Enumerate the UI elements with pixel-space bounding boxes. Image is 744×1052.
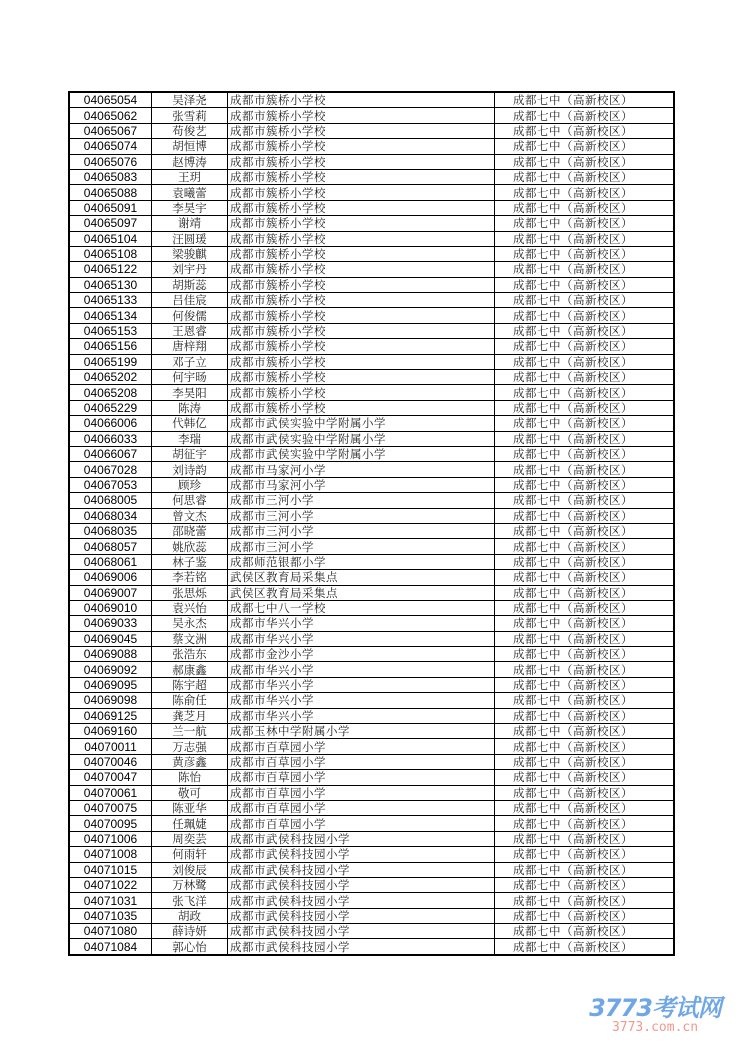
primary-school-cell: 成都市簇桥小学校 bbox=[228, 308, 495, 323]
student-id-cell: 04065208 bbox=[69, 385, 152, 400]
student-id-cell: 04069006 bbox=[69, 570, 152, 585]
student-id-cell: 04065054 bbox=[69, 92, 152, 108]
table-row bbox=[69, 585, 674, 600]
student-name-cell: 陈怡 bbox=[152, 770, 228, 785]
student-name-cell: 黄彦鑫 bbox=[152, 754, 228, 769]
student-id-cell: 04069125 bbox=[69, 708, 152, 723]
admitted-school-cell: 成都七中（高新校区） bbox=[495, 231, 675, 246]
student-id-cell: 04065130 bbox=[69, 277, 152, 292]
table-row bbox=[69, 939, 674, 955]
primary-school-cell: 成都市簇桥小学校 bbox=[228, 169, 495, 184]
primary-school-cell: 成都市华兴小学 bbox=[228, 662, 495, 677]
student-id-cell: 04065156 bbox=[69, 339, 152, 354]
table-row bbox=[69, 323, 674, 338]
admitted-school-cell: 成都七中（高新校区） bbox=[495, 277, 675, 292]
table-row bbox=[69, 431, 674, 446]
table-row bbox=[69, 554, 674, 569]
primary-school-cell: 成都市百草园小学 bbox=[228, 770, 495, 785]
table-row bbox=[69, 154, 674, 169]
table-row bbox=[69, 816, 674, 831]
student-name-cell: 何思睿 bbox=[152, 493, 228, 508]
table-row bbox=[69, 924, 674, 939]
student-id-cell: 04071080 bbox=[69, 924, 152, 939]
table-row bbox=[69, 570, 674, 585]
primary-school-cell: 成都市百草园小学 bbox=[228, 754, 495, 769]
primary-school-cell: 成都市武侯实验中学附属小学 bbox=[228, 416, 495, 431]
primary-school-cell: 成都市簇桥小学校 bbox=[228, 354, 495, 369]
table-row bbox=[69, 724, 674, 739]
student-id-cell: 04065076 bbox=[69, 154, 152, 169]
primary-school-cell: 成都市武侯科技园小学 bbox=[228, 939, 495, 955]
table-row bbox=[69, 662, 674, 677]
student-id-cell: 04065108 bbox=[69, 246, 152, 261]
student-name-cell: 胡斯蕊 bbox=[152, 277, 228, 292]
primary-school-cell: 成都市百草园小学 bbox=[228, 816, 495, 831]
primary-school-cell: 成都玉林中学附属小学 bbox=[228, 724, 495, 739]
admitted-school-cell: 成都七中（高新校区） bbox=[495, 262, 675, 277]
admitted-school-cell: 成都七中（高新校区） bbox=[495, 523, 675, 538]
admitted-school-cell: 成都七中（高新校区） bbox=[495, 246, 675, 261]
student-id-cell: 04068061 bbox=[69, 554, 152, 569]
student-name-cell: 袁兴怡 bbox=[152, 600, 228, 615]
admitted-school-cell: 成都七中（高新校区） bbox=[495, 877, 675, 892]
student-name-cell: 郭心怡 bbox=[152, 939, 228, 955]
table-row bbox=[69, 446, 674, 461]
admitted-school-cell: 成都七中（高新校区） bbox=[495, 123, 675, 138]
student-id-cell: 04069088 bbox=[69, 647, 152, 662]
primary-school-cell: 成都市武侯科技园小学 bbox=[228, 831, 495, 846]
table-row bbox=[69, 185, 674, 200]
student-id-cell: 04069092 bbox=[69, 662, 152, 677]
admitted-school-cell: 成都七中（高新校区） bbox=[495, 92, 675, 108]
admitted-school-cell: 成都七中（高新校区） bbox=[495, 554, 675, 569]
table-row bbox=[69, 262, 674, 277]
student-name-cell: 万林鹭 bbox=[152, 877, 228, 892]
admitted-school-cell: 成都七中（高新校区） bbox=[495, 446, 675, 461]
table-row bbox=[69, 893, 674, 908]
student-name-cell: 张浩东 bbox=[152, 647, 228, 662]
student-name-cell: 李昊宇 bbox=[152, 200, 228, 215]
primary-school-cell: 成都市簇桥小学校 bbox=[228, 200, 495, 215]
student-id-cell: 04070095 bbox=[69, 816, 152, 831]
student-id-cell: 04071031 bbox=[69, 893, 152, 908]
student-id-cell: 04066067 bbox=[69, 446, 152, 461]
student-id-cell: 04066006 bbox=[69, 416, 152, 431]
table-row bbox=[69, 231, 674, 246]
primary-school-cell: 成都市金沙小学 bbox=[228, 647, 495, 662]
student-id-cell: 04065062 bbox=[69, 108, 152, 123]
student-name-cell: 袁曦蕾 bbox=[152, 185, 228, 200]
watermark-logo-text: 3773考试网 bbox=[589, 994, 721, 1022]
student-id-cell: 04071008 bbox=[69, 847, 152, 862]
primary-school-cell: 成都市三河小学 bbox=[228, 508, 495, 523]
primary-school-cell: 成都市武侯科技园小学 bbox=[228, 862, 495, 877]
admitted-school-cell: 成都七中（高新校区） bbox=[495, 385, 675, 400]
primary-school-cell: 成都市簇桥小学校 bbox=[228, 370, 495, 385]
student-name-cell: 万志强 bbox=[152, 739, 228, 754]
admitted-school-cell: 成都七中（高新校区） bbox=[495, 154, 675, 169]
student-name-cell: 陈俞任 bbox=[152, 693, 228, 708]
admitted-school-cell: 成都七中（高新校区） bbox=[495, 847, 675, 862]
watermark-logo bbox=[575, 988, 735, 1035]
student-id-cell: 04070075 bbox=[69, 800, 152, 815]
table-row bbox=[69, 523, 674, 538]
student-name-cell: 赵博涛 bbox=[152, 154, 228, 169]
student-name-cell: 吴泽尧 bbox=[152, 92, 228, 108]
student-name-cell: 蔡文洲 bbox=[152, 631, 228, 646]
admitted-school-cell: 成都七中（高新校区） bbox=[495, 477, 675, 492]
student-id-cell: 04070011 bbox=[69, 739, 152, 754]
table-row bbox=[69, 308, 674, 323]
primary-school-cell: 成都市三河小学 bbox=[228, 539, 495, 554]
admitted-school-cell: 成都七中（高新校区） bbox=[495, 185, 675, 200]
admitted-school-cell: 成都七中（高新校区） bbox=[495, 108, 675, 123]
table-row bbox=[69, 385, 674, 400]
student-id-cell: 04065134 bbox=[69, 308, 152, 323]
table-row bbox=[69, 739, 674, 754]
admitted-school-cell: 成都七中（高新校区） bbox=[495, 431, 675, 446]
admitted-school-cell: 成都七中（高新校区） bbox=[495, 570, 675, 585]
student-id-cell: 04065088 bbox=[69, 185, 152, 200]
primary-school-cell: 成都市武侯科技园小学 bbox=[228, 877, 495, 892]
student-name-cell: 代韩亿 bbox=[152, 416, 228, 431]
primary-school-cell: 成都市簇桥小学校 bbox=[228, 92, 495, 108]
student-id-cell: 04069095 bbox=[69, 677, 152, 692]
student-id-cell: 04065199 bbox=[69, 354, 152, 369]
table-row bbox=[69, 277, 674, 292]
student-name-cell: 张飞洋 bbox=[152, 893, 228, 908]
admitted-school-cell: 成都七中（高新校区） bbox=[495, 893, 675, 908]
admitted-school-cell: 成都七中（高新校区） bbox=[495, 293, 675, 308]
student-name-cell: 薛诗妍 bbox=[152, 924, 228, 939]
admitted-school-cell: 成都七中（高新校区） bbox=[495, 139, 675, 154]
primary-school-cell: 成都市三河小学 bbox=[228, 523, 495, 538]
student-name-cell: 李昊阳 bbox=[152, 385, 228, 400]
admitted-school-cell: 成都七中（高新校区） bbox=[495, 462, 675, 477]
primary-school-cell: 武侯区教育局采集点 bbox=[228, 585, 495, 600]
student-id-cell: 04066033 bbox=[69, 431, 152, 446]
primary-school-cell: 成都市簇桥小学校 bbox=[228, 293, 495, 308]
admitted-school-cell: 成都七中（高新校区） bbox=[495, 493, 675, 508]
admitted-school-cell: 成都七中（高新校区） bbox=[495, 631, 675, 646]
admitted-school-cell: 成都七中（高新校区） bbox=[495, 370, 675, 385]
admitted-school-cell: 成都七中（高新校区） bbox=[495, 508, 675, 523]
table-row bbox=[69, 600, 674, 615]
student-name-cell: 胡恒博 bbox=[152, 139, 228, 154]
table-row bbox=[69, 877, 674, 892]
primary-school-cell: 成都市百草园小学 bbox=[228, 785, 495, 800]
student-id-cell: 04069160 bbox=[69, 724, 152, 739]
table-row bbox=[69, 616, 674, 631]
student-name-cell: 刘诗韵 bbox=[152, 462, 228, 477]
admitted-school-cell: 成都七中（高新校区） bbox=[495, 216, 675, 231]
table-row bbox=[69, 370, 674, 385]
primary-school-cell: 成都市华兴小学 bbox=[228, 693, 495, 708]
student-name-cell: 陈亚华 bbox=[152, 800, 228, 815]
student-id-cell: 04069045 bbox=[69, 631, 152, 646]
admitted-school-cell: 成都七中（高新校区） bbox=[495, 354, 675, 369]
student-id-cell: 04069010 bbox=[69, 600, 152, 615]
table-row bbox=[69, 785, 674, 800]
table-row bbox=[69, 908, 674, 923]
student-id-cell: 04071015 bbox=[69, 862, 152, 877]
student-name-cell: 周奕芸 bbox=[152, 831, 228, 846]
primary-school-cell: 武侯区教育局采集点 bbox=[228, 570, 495, 585]
student-id-cell: 04071035 bbox=[69, 908, 152, 923]
primary-school-cell: 成都七中八一学校 bbox=[228, 600, 495, 615]
student-name-cell: 姚欣蕊 bbox=[152, 539, 228, 554]
student-name-cell: 任珮婕 bbox=[152, 816, 228, 831]
primary-school-cell: 成都市华兴小学 bbox=[228, 616, 495, 631]
primary-school-cell: 成都市武侯实验中学附属小学 bbox=[228, 431, 495, 446]
primary-school-cell: 成都市武侯科技园小学 bbox=[228, 924, 495, 939]
student-id-cell: 04065153 bbox=[69, 323, 152, 338]
admitted-school-cell: 成都七中（高新校区） bbox=[495, 693, 675, 708]
student-name-cell: 胡政 bbox=[152, 908, 228, 923]
student-id-cell: 04065202 bbox=[69, 370, 152, 385]
admitted-school-cell: 成都七中（高新校区） bbox=[495, 600, 675, 615]
student-name-cell: 何俊儒 bbox=[152, 308, 228, 323]
student-name-cell: 胡征宇 bbox=[152, 446, 228, 461]
admitted-school-cell: 成都七中（高新校区） bbox=[495, 831, 675, 846]
student-name-cell: 兰一航 bbox=[152, 724, 228, 739]
table-row bbox=[69, 508, 674, 523]
table-row bbox=[69, 862, 674, 877]
student-name-cell: 敬可 bbox=[152, 785, 228, 800]
primary-school-cell: 成都市百草园小学 bbox=[228, 739, 495, 754]
admission-table bbox=[68, 91, 675, 956]
student-name-cell: 邵晓蕾 bbox=[152, 523, 228, 538]
admitted-school-cell: 成都七中（高新校区） bbox=[495, 862, 675, 877]
primary-school-cell: 成都市簇桥小学校 bbox=[228, 154, 495, 169]
admitted-school-cell: 成都七中（高新校区） bbox=[495, 785, 675, 800]
student-id-cell: 04069007 bbox=[69, 585, 152, 600]
primary-school-cell: 成都市武侯实验中学附属小学 bbox=[228, 446, 495, 461]
primary-school-cell: 成都市簇桥小学校 bbox=[228, 246, 495, 261]
student-id-cell: 04065122 bbox=[69, 262, 152, 277]
student-name-cell: 陈宇超 bbox=[152, 677, 228, 692]
student-name-cell: 谢靖 bbox=[152, 216, 228, 231]
table-row bbox=[69, 693, 674, 708]
admitted-school-cell: 成都七中（高新校区） bbox=[495, 200, 675, 215]
student-id-cell: 04069098 bbox=[69, 693, 152, 708]
primary-school-cell: 成都市华兴小学 bbox=[228, 677, 495, 692]
student-name-cell: 何宇旸 bbox=[152, 370, 228, 385]
table-row bbox=[69, 708, 674, 723]
table-row bbox=[69, 339, 674, 354]
primary-school-cell: 成都市华兴小学 bbox=[228, 631, 495, 646]
table-row bbox=[69, 847, 674, 862]
watermark-url: 3773.com.cn bbox=[611, 1020, 699, 1035]
admitted-school-cell: 成都七中（高新校区） bbox=[495, 754, 675, 769]
admitted-school-cell: 成都七中（高新校区） bbox=[495, 924, 675, 939]
student-id-cell: 04071006 bbox=[69, 831, 152, 846]
student-id-cell: 04068057 bbox=[69, 539, 152, 554]
admitted-school-cell: 成都七中（高新校区） bbox=[495, 539, 675, 554]
table-row bbox=[69, 770, 674, 785]
table-row bbox=[69, 647, 674, 662]
student-id-cell: 04071022 bbox=[69, 877, 152, 892]
admitted-school-cell: 成都七中（高新校区） bbox=[495, 939, 675, 955]
primary-school-cell: 成都市华兴小学 bbox=[228, 708, 495, 723]
student-id-cell: 04065133 bbox=[69, 293, 152, 308]
student-name-cell: 郝康鑫 bbox=[152, 662, 228, 677]
primary-school-cell: 成都市三河小学 bbox=[228, 493, 495, 508]
student-name-cell: 邓子立 bbox=[152, 354, 228, 369]
student-id-cell: 04065083 bbox=[69, 169, 152, 184]
admitted-school-cell: 成都七中（高新校区） bbox=[495, 323, 675, 338]
table-row bbox=[69, 831, 674, 846]
student-id-cell: 04071084 bbox=[69, 939, 152, 955]
table-row bbox=[69, 677, 674, 692]
student-id-cell: 04070061 bbox=[69, 785, 152, 800]
student-name-cell: 王恩睿 bbox=[152, 323, 228, 338]
primary-school-cell: 成都市簇桥小学校 bbox=[228, 323, 495, 338]
student-name-cell: 李瑞 bbox=[152, 431, 228, 446]
primary-school-cell: 成都市簇桥小学校 bbox=[228, 139, 495, 154]
primary-school-cell: 成都市簇桥小学校 bbox=[228, 216, 495, 231]
student-name-cell: 陈涛 bbox=[152, 400, 228, 415]
table-row bbox=[69, 800, 674, 815]
admitted-school-cell: 成都七中（高新校区） bbox=[495, 708, 675, 723]
student-name-cell: 唐梓翔 bbox=[152, 339, 228, 354]
table-row bbox=[69, 416, 674, 431]
table-row bbox=[69, 123, 674, 138]
student-id-cell: 04068005 bbox=[69, 493, 152, 508]
primary-school-cell: 成都市簇桥小学校 bbox=[228, 231, 495, 246]
table-row bbox=[69, 354, 674, 369]
table-row bbox=[69, 108, 674, 123]
admitted-school-cell: 成都七中（高新校区） bbox=[495, 739, 675, 754]
student-name-cell: 王玥 bbox=[152, 169, 228, 184]
admitted-school-cell: 成都七中（高新校区） bbox=[495, 416, 675, 431]
student-id-cell: 04067053 bbox=[69, 477, 152, 492]
student-id-cell: 04065067 bbox=[69, 123, 152, 138]
admitted-school-cell: 成都七中（高新校区） bbox=[495, 724, 675, 739]
table-row bbox=[69, 139, 674, 154]
table-row bbox=[69, 631, 674, 646]
student-id-cell: 04067028 bbox=[69, 462, 152, 477]
student-id-cell: 04065074 bbox=[69, 139, 152, 154]
student-name-cell: 曾文杰 bbox=[152, 508, 228, 523]
table-row bbox=[69, 216, 674, 231]
student-id-cell: 04070047 bbox=[69, 770, 152, 785]
student-id-cell: 04068035 bbox=[69, 523, 152, 538]
admitted-school-cell: 成都七中（高新校区） bbox=[495, 677, 675, 692]
admitted-school-cell: 成都七中（高新校区） bbox=[495, 816, 675, 831]
student-name-cell: 吕佳宸 bbox=[152, 293, 228, 308]
primary-school-cell: 成都市簇桥小学校 bbox=[228, 277, 495, 292]
primary-school-cell: 成都市簇桥小学校 bbox=[228, 185, 495, 200]
table-row bbox=[69, 754, 674, 769]
student-name-cell: 李若铭 bbox=[152, 570, 228, 585]
primary-school-cell: 成都市武侯科技园小学 bbox=[228, 847, 495, 862]
student-id-cell: 04065097 bbox=[69, 216, 152, 231]
student-name-cell: 刘俊辰 bbox=[152, 862, 228, 877]
primary-school-cell: 成都市簇桥小学校 bbox=[228, 108, 495, 123]
primary-school-cell: 成都市马家河小学 bbox=[228, 477, 495, 492]
student-name-cell: 何雨轩 bbox=[152, 847, 228, 862]
primary-school-cell: 成都市簇桥小学校 bbox=[228, 400, 495, 415]
table-row bbox=[69, 539, 674, 554]
admitted-school-cell: 成都七中（高新校区） bbox=[495, 339, 675, 354]
primary-school-cell: 成都市簇桥小学校 bbox=[228, 339, 495, 354]
student-id-cell: 04065091 bbox=[69, 200, 152, 215]
student-name-cell: 刘宇丹 bbox=[152, 262, 228, 277]
primary-school-cell: 成都市武侯科技园小学 bbox=[228, 908, 495, 923]
admitted-school-cell: 成都七中（高新校区） bbox=[495, 800, 675, 815]
student-name-cell: 张思烁 bbox=[152, 585, 228, 600]
table-row bbox=[69, 400, 674, 415]
table-row bbox=[69, 293, 674, 308]
table-row bbox=[69, 246, 674, 261]
student-id-cell: 04070046 bbox=[69, 754, 152, 769]
admitted-school-cell: 成都七中（高新校区） bbox=[495, 770, 675, 785]
student-name-cell: 吴永杰 bbox=[152, 616, 228, 631]
table-row bbox=[69, 493, 674, 508]
student-name-cell: 汪圆瑗 bbox=[152, 231, 228, 246]
primary-school-cell: 成都市簇桥小学校 bbox=[228, 262, 495, 277]
student-name-cell: 龚芝月 bbox=[152, 708, 228, 723]
student-name-cell: 梁骏麒 bbox=[152, 246, 228, 261]
admitted-school-cell: 成都七中（高新校区） bbox=[495, 616, 675, 631]
primary-school-cell: 成都师范银都小学 bbox=[228, 554, 495, 569]
student-id-cell: 04065104 bbox=[69, 231, 152, 246]
table-row bbox=[69, 169, 674, 184]
primary-school-cell: 成都市马家河小学 bbox=[228, 462, 495, 477]
admitted-school-cell: 成都七中（高新校区） bbox=[495, 662, 675, 677]
admitted-school-cell: 成都七中（高新校区） bbox=[495, 308, 675, 323]
primary-school-cell: 成都市簇桥小学校 bbox=[228, 385, 495, 400]
admitted-school-cell: 成都七中（高新校区） bbox=[495, 647, 675, 662]
student-name-cell: 顾珍 bbox=[152, 477, 228, 492]
table-row bbox=[69, 462, 674, 477]
student-name-cell: 苟俊艺 bbox=[152, 123, 228, 138]
table-row bbox=[69, 200, 674, 215]
primary-school-cell: 成都市百草园小学 bbox=[228, 800, 495, 815]
student-name-cell: 张雪莉 bbox=[152, 108, 228, 123]
student-id-cell: 04069033 bbox=[69, 616, 152, 631]
table-row bbox=[69, 92, 674, 108]
student-id-cell: 04068034 bbox=[69, 508, 152, 523]
primary-school-cell: 成都市武侯科技园小学 bbox=[228, 893, 495, 908]
student-name-cell: 林子鉴 bbox=[152, 554, 228, 569]
admitted-school-cell: 成都七中（高新校区） bbox=[495, 400, 675, 415]
student-id-cell: 04065229 bbox=[69, 400, 152, 415]
admitted-school-cell: 成都七中（高新校区） bbox=[495, 585, 675, 600]
admitted-school-cell: 成都七中（高新校区） bbox=[495, 908, 675, 923]
primary-school-cell: 成都市簇桥小学校 bbox=[228, 123, 495, 138]
admitted-school-cell: 成都七中（高新校区） bbox=[495, 169, 675, 184]
admission-table-body bbox=[69, 92, 674, 955]
table-row bbox=[69, 477, 674, 492]
